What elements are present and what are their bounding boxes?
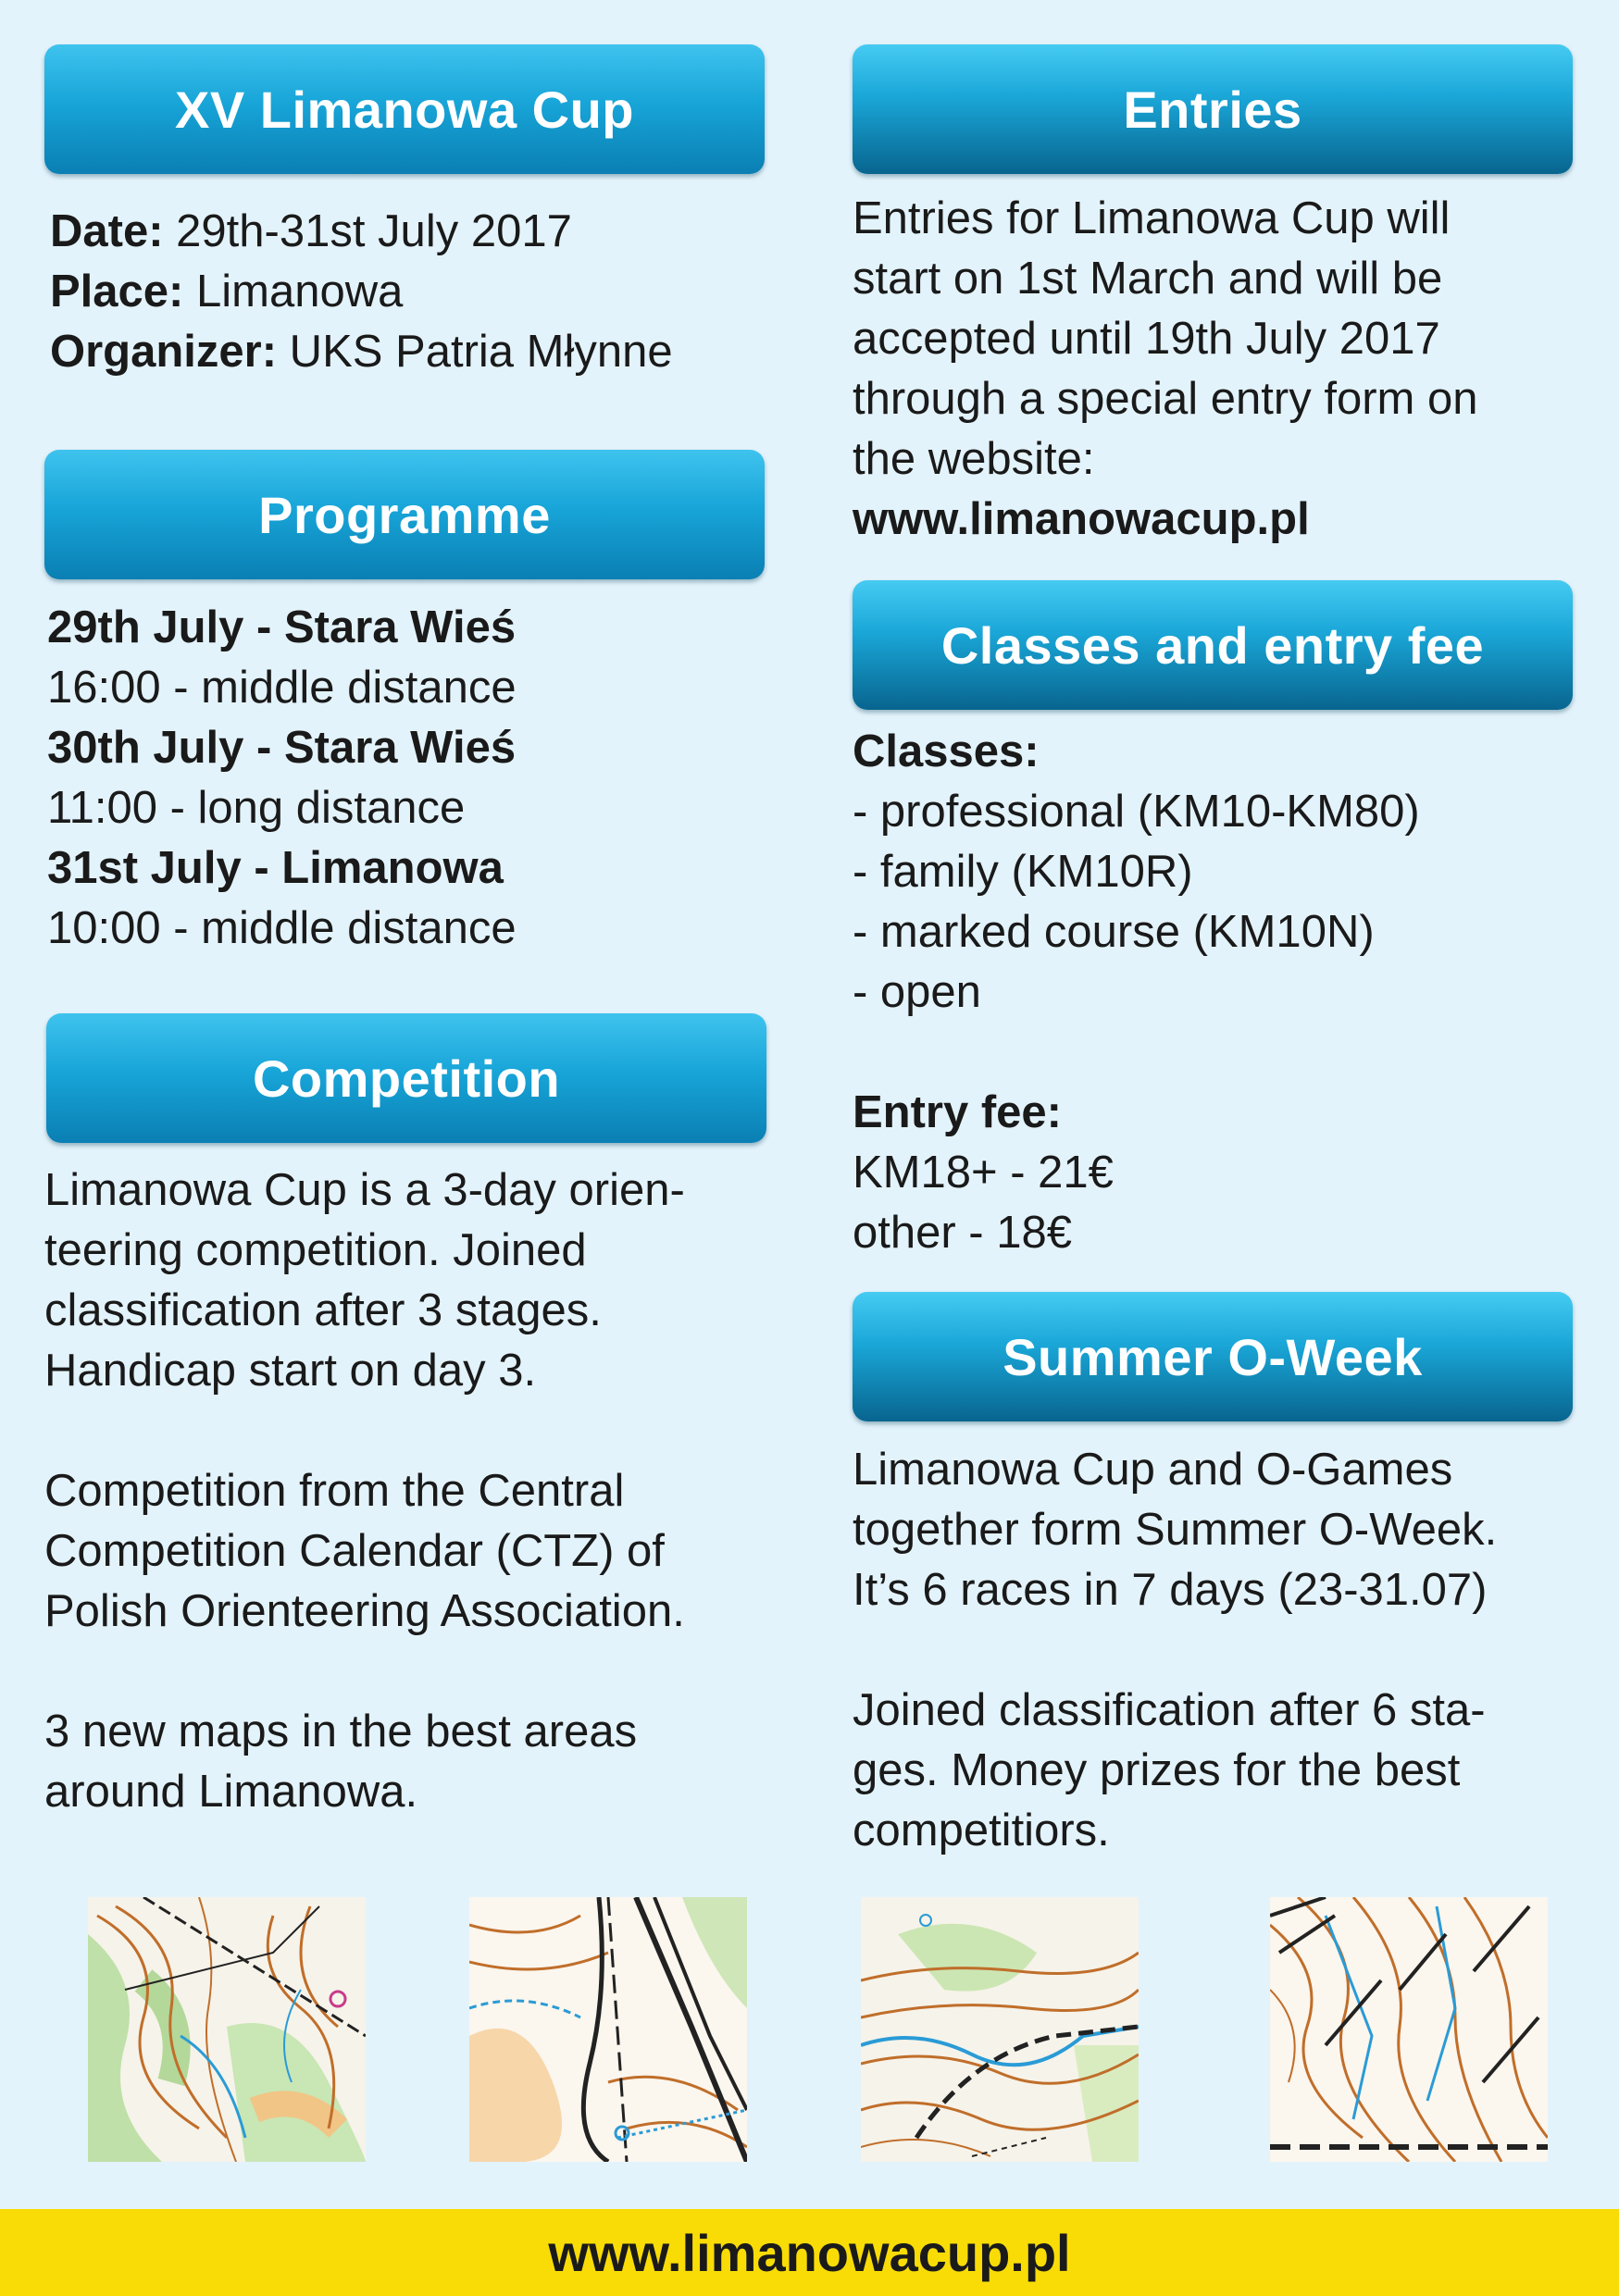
competition-text-line: Handicap start on day 3. [44, 1346, 537, 1396]
cup-date [50, 202, 572, 262]
competition-text-line: Competition Calendar (CTZ) of [44, 1526, 665, 1576]
class-item: - family (KM10R) [853, 847, 1193, 897]
competition-text-line: teering competition. Joined [44, 1225, 587, 1275]
programme-day2-title: 30th July - Stara Wieś [47, 723, 517, 773]
class-item: - professional (KM10-KM80) [853, 787, 1420, 837]
classes-label: Classes: [853, 726, 1040, 776]
programme-day2-event: 11:00 - long distance [47, 783, 466, 833]
organizer-value: UKS Patria Młynne [277, 327, 673, 377]
entry-fee-label: Entry fee: [853, 1087, 1063, 1137]
oweek-text-line: together form Summer O-Week. [853, 1505, 1498, 1555]
orienteering-map-3 [861, 1897, 1139, 2162]
entries-text-line: accepted until 19th July 2017 [853, 314, 1440, 364]
programme-heading: Programme [44, 450, 765, 579]
oweek-text-line: It’s 6 races in 7 days (23-31.07) [853, 1565, 1488, 1615]
entry-fee-item: other - 18€ [853, 1208, 1072, 1258]
competition-text-line: Limanowa Cup is a 3-day orien- [44, 1165, 685, 1215]
competition-heading: Competition [46, 1013, 766, 1143]
entries-text-line: through a special entry form on [853, 374, 1478, 424]
competition-text-line: Polish Orienteering Association. [44, 1586, 685, 1636]
entries-text-line: start on 1st March and will be [853, 254, 1443, 304]
place-value: Limanowa [183, 267, 404, 316]
orienteering-map-1 [88, 1897, 366, 2162]
programme-day1-event: 16:00 - middle distance [47, 663, 517, 713]
entries-heading: Entries [853, 44, 1573, 174]
entry-fee-item: KM18+ - 21€ [853, 1148, 1114, 1198]
programme-day3-title: 31st July - Limanowa [47, 843, 504, 893]
classes-heading: Classes and entry fee [853, 580, 1573, 710]
entries-text-line: Entries for Limanowa Cup will [853, 193, 1451, 243]
oweek-heading: Summer O-Week [853, 1292, 1573, 1421]
oweek-text-line: Limanowa Cup and O-Games [853, 1445, 1453, 1495]
date-label: Date: [50, 206, 164, 256]
class-item: - open [853, 967, 981, 1017]
cup-place [50, 262, 403, 322]
place-label: Place: [50, 267, 184, 316]
orienteering-map-4 [1270, 1897, 1548, 2162]
date-value: 29th-31st July 2017 [163, 206, 572, 256]
organizer-label: Organizer: [50, 327, 278, 377]
cup-organizer [50, 322, 673, 382]
oweek-text-line: competitiors. [853, 1806, 1110, 1855]
competition-text-line: Competition from the Central [44, 1466, 625, 1516]
entries-text-line: the website: [853, 434, 1095, 484]
programme-day1-title: 29th July - Stara Wieś [47, 602, 517, 652]
programme-day3-event: 10:00 - middle distance [47, 903, 517, 953]
competition-text-line: around Limanowa. [44, 1767, 418, 1817]
competition-text-line: classification after 3 stages. [44, 1285, 602, 1335]
class-item: - marked course (KM10N) [853, 907, 1375, 957]
oweek-text-line: ges. Money prizes for the best [853, 1745, 1461, 1795]
oweek-text-line: Joined classification after 6 sta- [853, 1685, 1486, 1735]
footer-website-link[interactable]: www.limanowacup.pl [0, 2209, 1619, 2296]
orienteering-map-2 [469, 1897, 747, 2162]
competition-text-line: 3 new maps in the best areas [44, 1706, 638, 1756]
cup-heading: XV Limanowa Cup [44, 44, 765, 174]
entries-website-link[interactable]: www.limanowacup.pl [853, 494, 1310, 544]
